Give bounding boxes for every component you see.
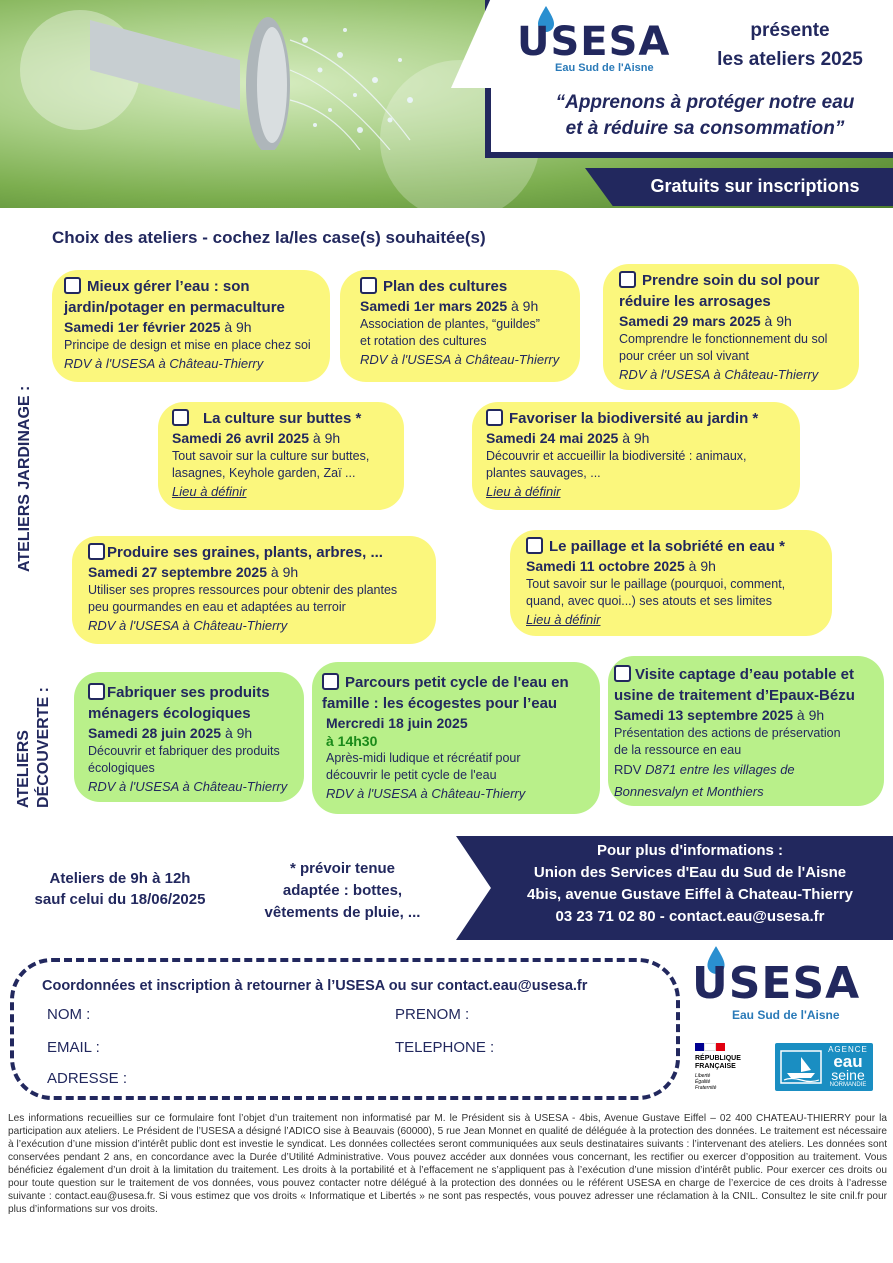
atelier-title: Produire ses graines, plants, arbres, ... — [107, 544, 383, 561]
atelier-time: à 14h30 — [326, 733, 378, 749]
republique-francaise-logo — [695, 1043, 775, 1091]
atelier-card — [608, 656, 884, 806]
atelier-location: RDV à l'USESA à Château-Thierry — [360, 352, 560, 367]
atelier-card — [158, 402, 404, 510]
atelier-time: à 9h — [793, 707, 825, 723]
nom-field[interactable]: NOM : — [47, 1006, 91, 1023]
atelier-title: La culture sur buttes * — [203, 410, 362, 427]
atelier-location: D871 entre les villages de — [645, 762, 795, 777]
rf-motto: Liberté — [695, 1073, 711, 1079]
atelier-title: Favoriser la biodiversité au jardin * — [509, 410, 759, 427]
atelier-date: Samedi 27 septembre 2025 — [88, 564, 267, 580]
atelier-checkbox[interactable] — [172, 409, 189, 426]
atelier-title: Fabriquer ses produits — [107, 684, 270, 701]
atelier-time: à 9h — [760, 313, 792, 329]
atelier-title: Parcours petit cycle de l'eau en — [345, 674, 569, 691]
atelier-card — [72, 536, 436, 644]
usesa-logo-subtitle: Eau Sud de l'Aisne — [555, 62, 654, 74]
agence-line3: seine — [831, 1067, 865, 1083]
agence-line4: NORMANDIE — [829, 1082, 867, 1088]
atelier-time: à 9h — [507, 298, 539, 314]
atelier-date: Samedi 24 mai 2025 — [486, 430, 619, 446]
presente-heading — [695, 16, 885, 74]
atelier-desc-line2: lasagnes, Keyhole garden, Zaï ... — [172, 466, 356, 480]
atelier-desc-line2: quand, avec quoi...) ses atouts et ses limites — [526, 594, 772, 608]
atelier-desc-line2: découvrir le petit cycle de l'eau — [326, 768, 497, 782]
atelier-date: Samedi 26 avril 2025 — [172, 430, 309, 446]
usesa-logo-bottom — [692, 944, 877, 1024]
usesa-logo-word: USESA — [692, 958, 861, 1009]
atelier-checkbox[interactable] — [360, 277, 377, 294]
atelier-desc: Principe de design et mise en place chez soi — [64, 338, 311, 352]
slogan — [520, 90, 890, 142]
atelier-desc-line2: peu gourmandes en eau et adaptées au terroir — [88, 600, 346, 614]
atelier-title: Visite captage d’eau potable et — [635, 666, 854, 683]
atelier-checkbox[interactable] — [526, 537, 543, 554]
atelier-desc-line2: plantes sauvages, ... — [486, 466, 601, 480]
atelier-date: Samedi 28 juin 2025 — [88, 725, 222, 741]
atelier-desc: Comprendre le fonctionnement du sol — [619, 332, 828, 346]
atelier-checkbox[interactable] — [486, 409, 503, 426]
atelier-time: à 9h — [618, 430, 650, 446]
atelier-date: Samedi 11 octobre 2025 — [526, 558, 685, 574]
atelier-desc: Après-midi ludique et récréatif pour — [326, 751, 521, 765]
french-flag-icon — [695, 1043, 725, 1051]
atelier-desc-line2: pour créer un sol vivant — [619, 349, 749, 363]
agence-line2: eau — [833, 1052, 863, 1071]
legal-notice: Les informations recueillies sur ce formulaire font l’objet d’un traitement non informatisé par M. le Président sis à USESA - 4bis, Avenue Gustave Eiffel – 02 400 CHATEAU-THIERRY pour la participation aux ateliers. Le Président de l’USESA a désigné l’ADICO sise à Beauvais (60000), 5 rue Jean Monnet en qualité de déléguée à la protection des données. Le traitement est nécessaire à l’exécution d’une mission d’intérêt public dont est investie le syndicat. Les données collectées seront communiquées aux seuls destinataires suivants : l’intervenant des ateliers. Les données sont conservées pendant 2 ans, en concordance avec la Durée d’Utilité Administrative. Vous pouvez accéder aux données vous concernant, les rectifier ou exercer d’opposition au traitement. Vous bénéficiez également d’un droit à la limitation du traitement. Les droits à la portabilité et à l’effacement ne s’appliquent pas à l’exécution d’une mission d’intérêt public. Pour exercer ces droits ou pour toute question sur le traitement de vos données, vous pouvez contacter notre délégué à la protection des données ou le référent USESA en charge de l’exercice de ces droits à l’adresse suivante : contact.eau@usesa.fr. Si vous estimez que vos droits « Informatique et Libertés » ne sont pas respectés, vous pouvez adresser une réclamation à la CNIL. Consultez le site cnil.fr pour plus d’informations sur vos droits. — [8, 1113, 887, 1215]
decouverte-line2: DÉCOUVERTE : — [35, 687, 52, 808]
presente-line1: présente — [750, 20, 830, 41]
atelier-desc: Tout savoir sur la culture sur buttes, — [172, 449, 370, 463]
tenue-line2: adaptée : bottes, — [282, 882, 403, 899]
atelier-date: Samedi 29 mars 2025 — [619, 313, 761, 329]
atelier-title: Le paillage et la sobriété en eau * — [549, 538, 785, 555]
presente-line2: les ateliers 2025 — [717, 49, 863, 70]
atelier-date: Samedi 1er mars 2025 — [360, 298, 508, 314]
atelier-location-line2: Bonnesvalyn et Monthiers — [614, 784, 764, 799]
atelier-checkbox[interactable] — [322, 673, 339, 690]
watering-can-illustration — [90, 0, 420, 150]
telephone-field[interactable]: TELEPHONE : — [395, 1039, 495, 1056]
atelier-desc: Découvrir et fabriquer des produits — [88, 744, 280, 758]
atelier-card — [603, 264, 859, 390]
atelier-desc-line2: et rotation des cultures — [360, 334, 487, 348]
usesa-logo-subtitle: Eau Sud de l'Aisne — [732, 1008, 840, 1022]
atelier-time: à 9h — [221, 725, 253, 741]
usesa-logo-word: USESA — [517, 19, 671, 65]
atelier-checkbox[interactable] — [619, 271, 636, 288]
agence-line1: AGENCE — [828, 1045, 868, 1054]
atelier-location: RDV à l'USESA à Château-Thierry — [88, 779, 288, 794]
atelier-card — [472, 402, 800, 510]
atelier-location: RDV à l'USESA à Château-Thierry — [88, 618, 288, 633]
choix-title: Choix des ateliers - cochez la/les case(s) souhaitée(s) — [52, 228, 486, 247]
rf-motto: Égalité — [695, 1079, 711, 1085]
atelier-title: Prendre soin du sol pour — [642, 272, 820, 289]
atelier-title-line2: jardin/potager en permaculture — [64, 299, 285, 316]
atelier-checkbox[interactable] — [614, 665, 631, 682]
decouverte-line1: ATELIERS — [15, 730, 32, 808]
usesa-logo — [517, 4, 682, 76]
atelier-checkbox[interactable] — [88, 683, 105, 700]
tenue-line3: vêtements de pluie, ... — [264, 904, 421, 921]
atelier-location: Lieu à définir — [486, 484, 561, 499]
agence-eau-seine-normandie-logo — [775, 1043, 873, 1091]
atelier-title-line2: réduire les arrosages — [619, 293, 771, 310]
atelier-date: Mercredi 18 juin 2025 — [326, 715, 468, 731]
atelier-desc-line2: écologiques — [88, 761, 155, 775]
info-address: 4bis, avenue Gustave Eiffel à Chateau-Thierry — [527, 886, 853, 903]
horaires-line1: Ateliers de 9h à 12h — [49, 870, 191, 887]
atelier-date: Samedi 13 septembre 2025 — [614, 707, 793, 723]
atelier-card — [340, 270, 580, 382]
atelier-card — [74, 672, 304, 802]
atelier-checkbox[interactable] — [88, 543, 105, 560]
rf-line1: RÉPUBLIQUE — [695, 1055, 741, 1062]
atelier-card — [52, 270, 330, 382]
atelier-time: à 9h — [309, 430, 341, 446]
atelier-date: Samedi 1er février 2025 — [64, 319, 221, 335]
atelier-time: à 9h — [267, 564, 299, 580]
tenue-note — [235, 858, 450, 924]
info-heading: Pour plus d'informations : — [596, 842, 784, 859]
rf-motto: Fraternité — [695, 1085, 717, 1091]
atelier-title: Mieux gérer l’eau : son — [87, 278, 250, 295]
prenom-field[interactable]: PRENOM : — [395, 1006, 470, 1023]
slogan-line1: “Apprenons à protéger notre eau — [555, 92, 855, 113]
atelier-card — [312, 662, 600, 814]
atelier-location: RDV à l'USESA à Château-Thierry — [326, 786, 526, 801]
info-text — [490, 840, 890, 928]
rf-line2: FRANÇAISE — [695, 1063, 736, 1070]
section-label-decouverte — [14, 687, 54, 808]
atelier-time: à 9h — [684, 558, 716, 574]
atelier-card — [510, 530, 832, 636]
email-field[interactable]: EMAIL : — [47, 1039, 100, 1056]
atelier-location: Lieu à définir — [172, 484, 247, 499]
info-org: Union des Services d'Eau du Sud de l'Aisne — [533, 864, 847, 881]
atelier-desc: Présentation des actions de préservation — [614, 726, 841, 740]
atelier-location-prefix: RDV — [614, 762, 646, 777]
atelier-title-line2: usine de traitement d’Epaux-Bézu — [614, 687, 855, 704]
atelier-checkbox[interactable] — [64, 277, 81, 294]
adresse-field[interactable]: ADRESSE : — [47, 1070, 128, 1087]
section-label-jardinage: ATELIERS JARDINAGE : — [16, 385, 33, 572]
atelier-location: Lieu à définir — [526, 612, 601, 627]
atelier-location: RDV à l'USESA à Château-Thierry — [64, 356, 264, 371]
atelier-location: RDV à l'USESA à Château-Thierry — [619, 367, 819, 382]
atelier-desc: Utiliser ses propres ressources pour obtenir des plantes — [88, 583, 398, 597]
atelier-desc: Tout savoir sur le paillage (pourquoi, comment, — [526, 577, 786, 591]
form-title: Coordonnées et inscription à retourner à l’USESA ou sur contact.eau@usesa.fr — [42, 978, 588, 994]
gratuit-text: Gratuits sur inscriptions — [650, 176, 860, 196]
tenue-line1: * prévoir tenue — [289, 860, 396, 877]
atelier-desc: Association de plantes, “guildes” — [360, 317, 540, 331]
slogan-line2: et à réduire sa consommation” — [565, 118, 845, 139]
atelier-title: Plan des cultures — [383, 278, 508, 295]
horaires-note — [10, 868, 230, 910]
atelier-title-line2: famille : les écogestes pour l’eau — [322, 695, 558, 712]
atelier-time: à 9h — [220, 319, 252, 335]
atelier-desc: Découvrir et accueillir la biodiversité : animaux, — [486, 449, 747, 463]
atelier-title-line2: ménagers écologiques — [88, 705, 251, 722]
info-contact[interactable]: 03 23 71 02 80 - contact.eau@usesa.fr — [555, 908, 825, 925]
boat-icon — [779, 1049, 823, 1085]
atelier-desc-line2: de la ressource en eau — [614, 743, 742, 757]
horaires-line2: sauf celui du 18/06/2025 — [34, 891, 206, 908]
